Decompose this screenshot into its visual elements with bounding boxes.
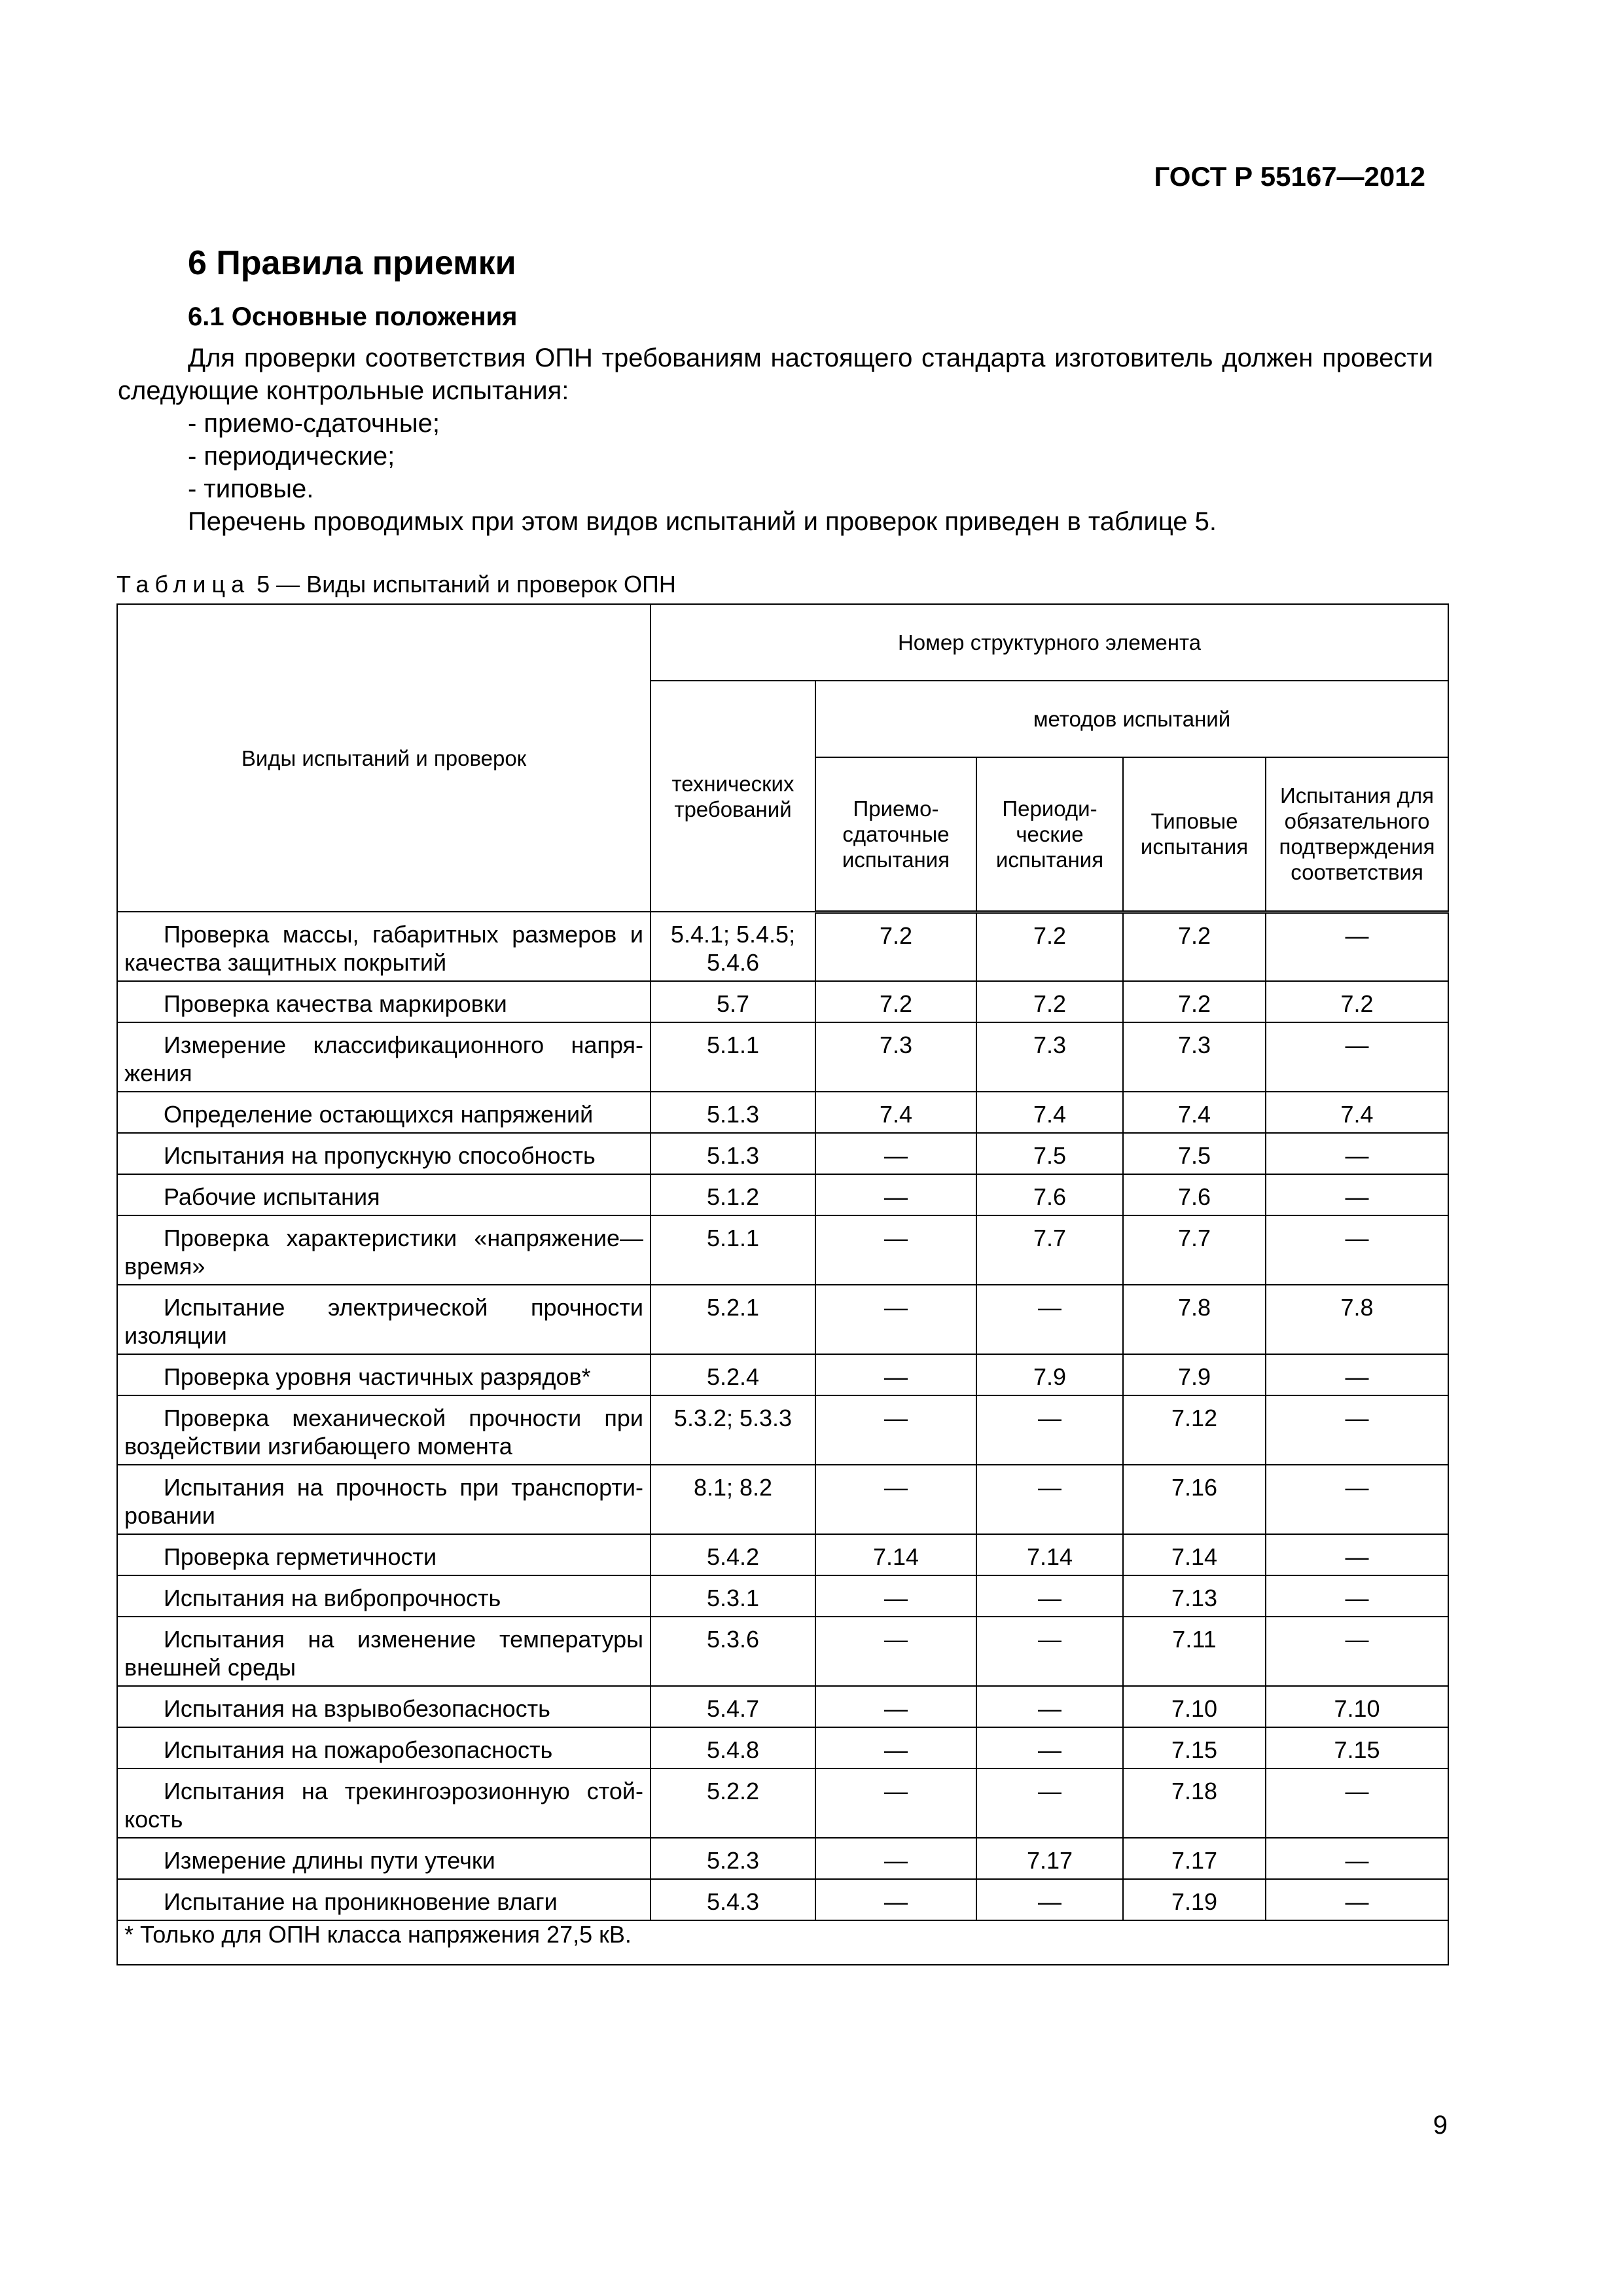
cell-certification: 7.2: [1266, 981, 1448, 1022]
cell-certification: —: [1266, 1354, 1448, 1395]
table-body: [117, 912, 1448, 1920]
cell-periodic: 7.6: [976, 1174, 1123, 1215]
cell-certification: —: [1266, 1838, 1448, 1879]
cell-type-tests: 7.10: [1123, 1686, 1266, 1727]
cell-type-tests: 7.7: [1123, 1215, 1266, 1285]
cell-tech-requirements: 5.2.3: [651, 1838, 815, 1879]
cell-type-tests: 7.5: [1123, 1133, 1266, 1174]
table-row: [117, 1768, 1448, 1838]
cell-certification: —: [1266, 1133, 1448, 1174]
cell-test-name: Испытания на пожаробезопасность: [117, 1727, 651, 1768]
cell-tech-requirements: 5.3.1: [651, 1575, 815, 1617]
cell-acceptance: —: [815, 1575, 976, 1617]
cell-acceptance: —: [815, 1879, 976, 1920]
cell-acceptance: —: [815, 1174, 976, 1215]
table-row: [117, 1215, 1448, 1285]
cell-certification: —: [1266, 1022, 1448, 1092]
subsection-title: 6.1 Основные положения: [188, 302, 518, 331]
cell-type-tests: 7.6: [1123, 1174, 1266, 1215]
cell-test-name: Испытания на изменение температуры внешней среды: [117, 1617, 651, 1686]
cell-tech-requirements: 5.4.1; 5.4.5; 5.4.6: [651, 912, 815, 981]
table-row: [117, 1879, 1448, 1920]
cell-test-name: Испытания на прочность при транспортировании: [117, 1465, 651, 1534]
cell-test-name: Измерение классификационного напряжения: [117, 1022, 651, 1092]
cell-test-name: Испытания на вибропрочность: [117, 1575, 651, 1617]
cell-periodic: —: [976, 1768, 1123, 1838]
cell-type-tests: 7.8: [1123, 1285, 1266, 1354]
cell-tech-requirements: 5.1.3: [651, 1092, 815, 1133]
section-title: 6 Правила приемки: [188, 244, 516, 282]
cell-periodic: 7.7: [976, 1215, 1123, 1285]
cell-tech-requirements: 5.1.3: [651, 1133, 815, 1174]
table-row: [117, 1395, 1448, 1465]
cell-acceptance: —: [815, 1354, 976, 1395]
table-row: [117, 1686, 1448, 1727]
cell-type-tests: 7.9: [1123, 1354, 1266, 1395]
cell-certification: —: [1266, 1575, 1448, 1617]
table-footnote: * Только для ОПН класса напряжения 27,5 кВ.: [117, 1920, 1448, 1965]
table-row: [117, 912, 1448, 981]
header-kinds: Виды испытаний и проверок: [117, 604, 651, 912]
cell-type-tests: 7.3: [1123, 1022, 1266, 1092]
cell-periodic: —: [976, 1727, 1123, 1768]
cell-test-name: Испытания на пропускную способность: [117, 1133, 651, 1174]
cell-periodic: —: [976, 1285, 1123, 1354]
cell-acceptance: —: [815, 1215, 976, 1285]
cell-test-name: Проверка уровня частичных разрядов*: [117, 1354, 651, 1395]
header-tech-requirements: технических требований: [651, 681, 815, 912]
cell-acceptance: —: [815, 1768, 976, 1838]
cell-tech-requirements: 5.1.1: [651, 1215, 815, 1285]
cell-certification: —: [1266, 1879, 1448, 1920]
header-periodic: Периоди-ческие испытания: [976, 757, 1123, 912]
cell-certification: —: [1266, 1465, 1448, 1534]
cell-tech-requirements: 5.2.4: [651, 1354, 815, 1395]
cell-acceptance: —: [815, 1686, 976, 1727]
cell-periodic: 7.5: [976, 1133, 1123, 1174]
cell-certification: —: [1266, 1174, 1448, 1215]
table-row: [117, 1133, 1448, 1174]
cell-test-name: Измерение длины пути утечки: [117, 1838, 651, 1879]
cell-certification: 7.4: [1266, 1092, 1448, 1133]
cell-tech-requirements: 5.3.6: [651, 1617, 815, 1686]
cell-acceptance: 7.14: [815, 1534, 976, 1575]
cell-certification: —: [1266, 1768, 1448, 1838]
table-row: [117, 1534, 1448, 1575]
cell-type-tests: 7.16: [1123, 1465, 1266, 1534]
cell-test-name: Проверка характеристики «напряжение—время»: [117, 1215, 651, 1285]
table-row: [117, 1575, 1448, 1617]
cell-tech-requirements: 5.1.2: [651, 1174, 815, 1215]
cell-periodic: 7.14: [976, 1534, 1123, 1575]
cell-test-name: Испытание на проникновение влаги: [117, 1879, 651, 1920]
table-row: [117, 1174, 1448, 1215]
page-number: 9: [1433, 2111, 1448, 2140]
cell-periodic: 7.2: [976, 912, 1123, 981]
cell-certification: —: [1266, 1395, 1448, 1465]
table-row: [117, 1092, 1448, 1133]
table-row: [117, 1617, 1448, 1686]
cell-tech-requirements: 5.2.1: [651, 1285, 815, 1354]
table-row: [117, 1465, 1448, 1534]
cell-periodic: 7.4: [976, 1092, 1123, 1133]
cell-acceptance: 7.2: [815, 981, 976, 1022]
header-test-methods: методов испытаний: [815, 681, 1448, 757]
cell-test-name: Испытания на взрывобезопасность: [117, 1686, 651, 1727]
cell-type-tests: 7.13: [1123, 1575, 1266, 1617]
cell-periodic: 7.3: [976, 1022, 1123, 1092]
cell-test-name: Испытание электрической прочности изоляции: [117, 1285, 651, 1354]
table-row: [117, 1285, 1448, 1354]
cell-periodic: —: [976, 1617, 1123, 1686]
cell-certification: —: [1266, 912, 1448, 981]
cell-periodic: —: [976, 1879, 1123, 1920]
cell-acceptance: —: [815, 1133, 976, 1174]
cell-type-tests: 7.2: [1123, 981, 1266, 1022]
cell-type-tests: 7.12: [1123, 1395, 1266, 1465]
cell-acceptance: 7.3: [815, 1022, 976, 1092]
cell-certification: —: [1266, 1215, 1448, 1285]
cell-acceptance: —: [815, 1727, 976, 1768]
cell-periodic: —: [976, 1686, 1123, 1727]
cell-type-tests: 7.2: [1123, 912, 1266, 981]
cell-certification: 7.10: [1266, 1686, 1448, 1727]
cell-periodic: —: [976, 1465, 1123, 1534]
cell-test-name: Проверка качества маркировки: [117, 981, 651, 1022]
cell-acceptance: —: [815, 1838, 976, 1879]
header-structural-element: Номер структурного элемента: [651, 604, 1448, 681]
cell-acceptance: —: [815, 1465, 976, 1534]
list-item: - типовые.: [188, 475, 314, 503]
cell-test-name: Испытания на трекингоэрозионную стойкость: [117, 1768, 651, 1838]
cell-tech-requirements: 5.4.8: [651, 1727, 815, 1768]
cell-certification: —: [1266, 1534, 1448, 1575]
document-id: ГОСТ Р 55167—2012: [1154, 161, 1425, 192]
header-acceptance: Приемо-сдаточные испытания: [815, 757, 976, 912]
cell-test-name: Рабочие испытания: [117, 1174, 651, 1215]
cell-tech-requirements: 5.1.1: [651, 1022, 815, 1092]
cell-tech-requirements: 5.2.2: [651, 1768, 815, 1838]
test-types-list: [188, 407, 440, 505]
cell-tech-requirements: 5.4.7: [651, 1686, 815, 1727]
cell-acceptance: —: [815, 1285, 976, 1354]
cell-type-tests: 7.18: [1123, 1768, 1266, 1838]
cell-type-tests: 7.19: [1123, 1879, 1266, 1920]
cell-test-name: Проверка массы, габаритных размеров и качества защитных покрытий: [117, 912, 651, 981]
table-reference-paragraph: Перечень проводимых при этом видов испытаний и проверок приведен в таблице 5.: [188, 507, 1217, 536]
table-caption-label: Таблица: [116, 571, 251, 598]
header-certification: Испытания для обязательного подтверждения соответствия: [1266, 757, 1448, 912]
cell-test-name: Проверка герметичности: [117, 1534, 651, 1575]
cell-periodic: 7.17: [976, 1838, 1123, 1879]
cell-type-tests: 7.17: [1123, 1838, 1266, 1879]
cell-periodic: 7.9: [976, 1354, 1123, 1395]
table-row: [117, 1022, 1448, 1092]
table-row: [117, 1354, 1448, 1395]
cell-type-tests: 7.14: [1123, 1534, 1266, 1575]
table-row: [117, 1727, 1448, 1768]
header-type-tests: Типовые испытания: [1123, 757, 1266, 912]
list-item: - периодические;: [188, 442, 395, 471]
cell-acceptance: 7.2: [815, 912, 976, 981]
cell-certification: 7.15: [1266, 1727, 1448, 1768]
cell-acceptance: —: [815, 1395, 976, 1465]
intro-paragraph: Для проверки соответствия ОПН требованиям настоящего стандарта изготовитель должен провести следующие контрольные испытания:: [118, 344, 1433, 405]
cell-tech-requirements: 5.4.2: [651, 1534, 815, 1575]
cell-type-tests: 7.4: [1123, 1092, 1266, 1133]
cell-test-name: Определение остающихся напряжений: [117, 1092, 651, 1133]
cell-tech-requirements: 5.7: [651, 981, 815, 1022]
cell-acceptance: 7.4: [815, 1092, 976, 1133]
list-item: - приемо-сдаточные;: [188, 409, 440, 438]
table-caption-text: 5 — Виды испытаний и проверок ОПН: [250, 571, 676, 598]
cell-certification: —: [1266, 1617, 1448, 1686]
cell-acceptance: —: [815, 1617, 976, 1686]
cell-type-tests: 7.15: [1123, 1727, 1266, 1768]
cell-type-tests: 7.11: [1123, 1617, 1266, 1686]
cell-periodic: —: [976, 1395, 1123, 1465]
cell-tech-requirements: 8.1; 8.2: [651, 1465, 815, 1534]
cell-periodic: 7.2: [976, 981, 1123, 1022]
cell-certification: 7.8: [1266, 1285, 1448, 1354]
table-row: [117, 981, 1448, 1022]
cell-test-name: Проверка механической прочности при воздействии изгибающего момента: [117, 1395, 651, 1465]
cell-tech-requirements: 5.3.2; 5.3.3: [651, 1395, 815, 1465]
tests-table: [116, 603, 1449, 1965]
table-caption: [116, 571, 676, 598]
cell-periodic: —: [976, 1575, 1123, 1617]
table-row: [117, 1838, 1448, 1879]
cell-tech-requirements: 5.4.3: [651, 1879, 815, 1920]
